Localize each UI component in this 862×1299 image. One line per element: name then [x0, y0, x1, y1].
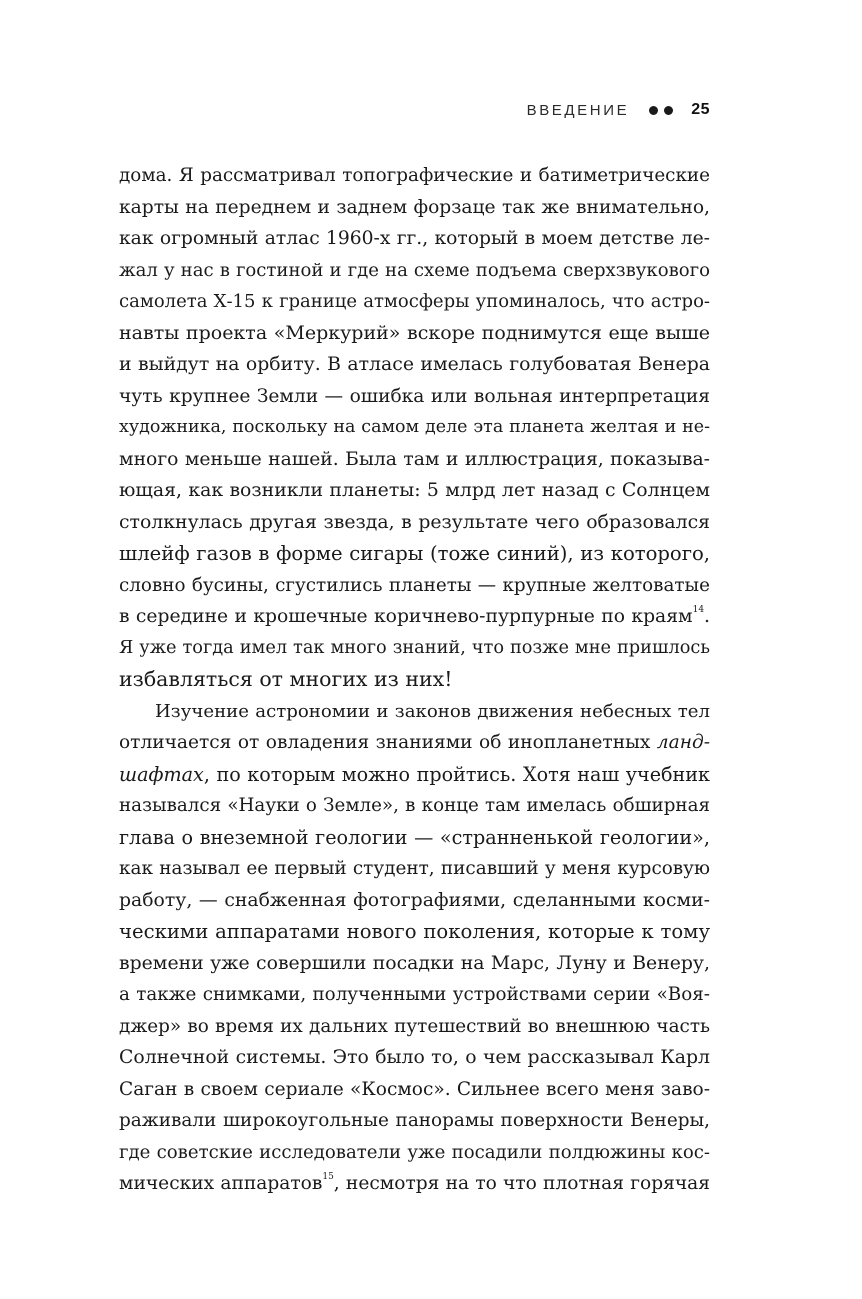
text-line: ющая, как возникли планеты: 5 млрд лет назад с Солнцем	[119, 480, 710, 501]
bullet-dot-icon	[664, 106, 673, 115]
text-line: карты на переднем и заднем форзаце так же внимательно,	[119, 196, 710, 218]
text-line: шлейф газов в форме сигары (тоже синий), из которого,	[119, 542, 710, 565]
text-line	[119, 1168, 710, 1200]
text-line: дома. Я рассматривал топографические и батиметрические	[119, 165, 710, 186]
text-line	[119, 601, 710, 633]
section-title: ВВЕДЕНИЕ	[526, 101, 630, 119]
text-line: времени уже совершили посадки на Марс, Луну и Венеру,	[119, 952, 710, 974]
header-dots	[649, 106, 673, 115]
text-line: Саган в своем сериале «Космос». Сильнее всего меня заво-	[119, 1078, 710, 1100]
text-line	[119, 727, 710, 759]
footnote-ref-14[interactable]: 14	[692, 605, 705, 615]
text-line: джер» во время их дальних путешествий во внешнюю часть	[119, 1015, 710, 1037]
text-line: а также снимками, полученными устройствами серии «Воя-	[119, 984, 710, 1005]
text-line: работу, — снабженная фотографиями, сделанными косми-	[119, 889, 710, 911]
line-text: мических аппаратов	[119, 1173, 323, 1194]
paragraph-1	[119, 160, 710, 696]
text-line: раживали широкоугольные панорамы поверхности Венеры,	[119, 1110, 710, 1131]
text-line: как называл ее первый студент, писавший у меня курсовую	[119, 858, 710, 879]
line-text: в середине и крошечные коричнево-пурпурные по краям	[119, 606, 693, 627]
paragraph-2	[119, 696, 710, 1200]
text-line: много меньше нашей. Была там и иллюстрация, показыва-	[119, 448, 710, 470]
text-line: и выйдут на орбиту. В атласе имелась голубоватая Венера	[119, 354, 710, 375]
text-line: навты проекта «Меркурий» вскоре поднимутся еще выше	[119, 321, 710, 344]
text-line: словно бусины, сгустились планеты — крупные желтоватые	[119, 574, 710, 596]
text-line: столкнулась другая звезда, в результате чего образовался	[119, 511, 710, 533]
text-line: самолета Х-15 к границе атмосферы упоминалось, что астро-	[119, 291, 710, 312]
text-line: жал у нас в гостиной и где на схеме подъема сверхзвукового	[119, 259, 710, 281]
text-line: как огромный атлас 1960-х гг., который в моем детстве ле-	[119, 228, 710, 249]
text-line: избавляться от многих из них!	[119, 667, 453, 691]
italic-word: ланд-	[656, 732, 710, 753]
text-line: назывался «Науки о Земле», в конце там имелась обширная	[119, 795, 710, 816]
text-line: глава о внеземной геологии — «странненькой геологии»,	[119, 825, 710, 849]
line-text: , по которым можно пройтись. Хотя наш учебник	[203, 762, 710, 786]
page-body	[119, 160, 710, 1200]
footnote-ref-15[interactable]: 15	[322, 1172, 334, 1182]
page-number: 25	[691, 101, 710, 118]
text-line: Солнечной системы. Это было то, о чем рассказывал Карл	[119, 1047, 710, 1068]
line-punct: .	[704, 606, 710, 627]
running-header	[527, 98, 710, 122]
text-line: художника, поскольку на самом деле эта планета желтая и не-	[119, 417, 710, 437]
text-line: где советские исследователи уже посадили полдюжины кос-	[119, 1141, 710, 1163]
text-line: ческими аппаратами нового поколения, которые к тому	[119, 920, 710, 943]
line-text: , несмотря на то что плотная горячая	[333, 1173, 710, 1194]
text-line	[119, 759, 710, 791]
line-text: отличается от овладения знаниями об инопланетных	[119, 732, 657, 753]
text-line: Изучение астрономии и законов движения небесных тел	[155, 700, 710, 722]
bullet-dot-icon	[649, 106, 658, 115]
text-line: чуть крупнее Земли — ошибка или вольная интерпретация	[119, 385, 710, 407]
text-line: Я уже тогда имел так много знаний, что позже мне пришлось	[119, 637, 710, 658]
italic-word: шафтах	[119, 762, 204, 786]
